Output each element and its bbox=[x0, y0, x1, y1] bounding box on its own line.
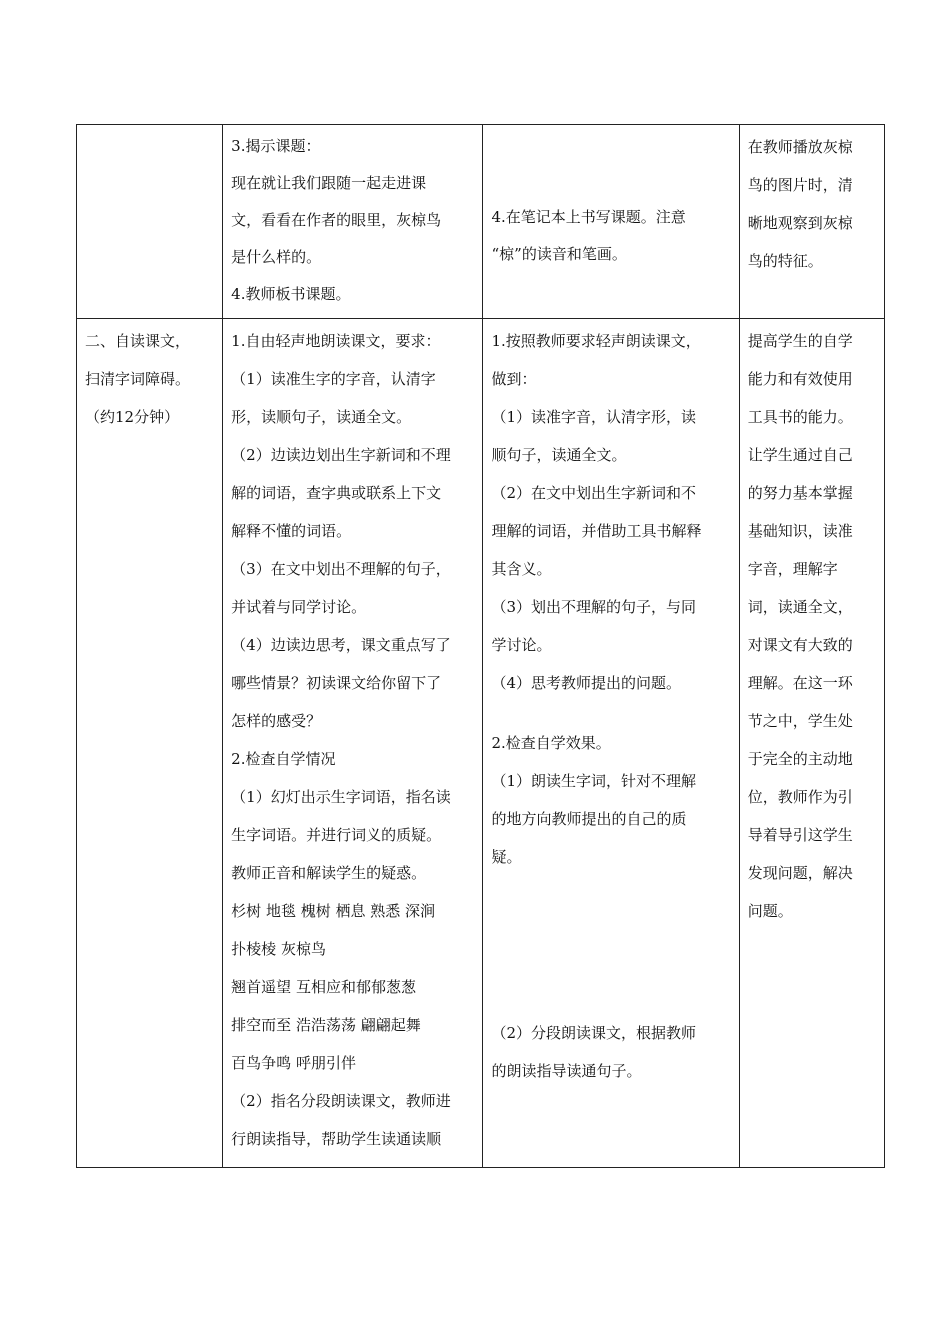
text-line: 能力和有效使用 bbox=[747, 370, 853, 388]
text-line: 形，读顺句子，读通全文。 bbox=[231, 408, 412, 426]
teacher-activity-cell bbox=[223, 319, 483, 1168]
stage-cell bbox=[77, 319, 223, 1168]
text-line: 文，看看在作者的眼里，灰椋鸟 bbox=[231, 211, 442, 229]
table-row bbox=[77, 319, 885, 1168]
text-line: 二、自读课文， bbox=[85, 332, 191, 350]
text-line: 1.自由轻声地朗读课文，要求： bbox=[231, 332, 441, 350]
text-line: 的地方向教师提出的自己的质 bbox=[491, 810, 687, 828]
table-row bbox=[77, 125, 885, 319]
text-line: 百鸟争鸣 呼朋引伴 bbox=[231, 1054, 356, 1072]
text-line: 词，读通全文， bbox=[747, 598, 853, 616]
text-line: 怎样的感受？ bbox=[231, 712, 322, 730]
text-line: （2）分段朗读课文，根据教师 bbox=[491, 1024, 697, 1042]
text-line: 2.检查自学情况 bbox=[231, 750, 336, 768]
design-intent-cell bbox=[739, 125, 884, 319]
text-line: 2.检查自学效果。 bbox=[491, 734, 611, 752]
text-line: 于完全的主动地 bbox=[747, 750, 853, 768]
text-line: 3.揭示课题： bbox=[231, 137, 321, 155]
text-line: 教师正音和解读学生的疑惑。 bbox=[231, 864, 427, 882]
student-activity-cell bbox=[483, 319, 739, 1168]
text-line: （3）划出不理解的句子，与同 bbox=[491, 598, 697, 616]
text-line: 字音，理解字 bbox=[747, 560, 838, 578]
design-intent-cell bbox=[739, 319, 884, 1168]
text-line: （1）幻灯出示生字词语，指名读 bbox=[231, 788, 451, 806]
text-line: 学讨论。 bbox=[491, 636, 552, 654]
text-line: 现在就让我们跟随一起走进课 bbox=[231, 174, 427, 192]
text-line: （1）读准生字的字音，认清字 bbox=[231, 370, 436, 388]
text-line: “椋”的读音和笔画。 bbox=[491, 245, 627, 263]
text-line: 基础知识，读准 bbox=[747, 522, 853, 540]
text-line: 在教师播放灰椋 bbox=[747, 138, 853, 156]
text-line: （4）边读边思考，课文重点写了 bbox=[231, 636, 451, 654]
text-line: （约12分钟） bbox=[85, 408, 180, 426]
text-line: （1）朗读生字词，针对不理解 bbox=[491, 772, 697, 790]
text-line: 并试着与同学讨论。 bbox=[231, 598, 367, 616]
text-line: 提高学生的自学 bbox=[747, 332, 853, 350]
text-line: （4）思考教师提出的问题。 bbox=[491, 674, 682, 692]
text-line: 其含义。 bbox=[491, 560, 552, 578]
text-line: 导着导引这学生 bbox=[747, 826, 853, 844]
text-line: 行朗读指导，帮助学生读通读顺 bbox=[231, 1130, 442, 1148]
text-line: 对课文有大致的 bbox=[747, 636, 853, 654]
text-line: 理解的词语，并借助工具书解释 bbox=[491, 522, 702, 540]
text-line: 排空而至 浩浩荡荡 翩翩起舞 bbox=[231, 1016, 421, 1034]
text-line: （3）在文中划出不理解的句子， bbox=[231, 560, 451, 578]
text-line: 是什么样的。 bbox=[231, 248, 322, 266]
lesson-plan-table bbox=[76, 124, 885, 1168]
text-line: 鸟的图片时，清 bbox=[747, 176, 853, 194]
text-line: 生字词语。并进行词义的质疑。 bbox=[231, 826, 442, 844]
text-line: 疑。 bbox=[491, 848, 522, 866]
text-line: （2）指名分段朗读课文，教师进 bbox=[231, 1092, 451, 1110]
text-line: 问题。 bbox=[747, 902, 793, 920]
text-line: 做到： bbox=[491, 370, 537, 388]
text-line: （2）在文中划出生字新词和不 bbox=[491, 484, 697, 502]
text-line: 1.按照教师要求轻声朗读课文， bbox=[491, 332, 701, 350]
text-line: 解的词语，查字典或联系上下文 bbox=[231, 484, 442, 502]
text-line: 扑棱棱 灰椋鸟 bbox=[231, 940, 326, 958]
text-line: 翘首遥望 互相应和郁郁葱葱 bbox=[231, 978, 416, 996]
text-line: （2）边读边划出生字新词和不理 bbox=[231, 446, 451, 464]
text-line: 哪些情景？初读课文给你留下了 bbox=[231, 674, 442, 692]
text-line: 的努力基本掌握 bbox=[747, 484, 853, 502]
text-line: 杉树 地毯 槐树 栖息 熟悉 深涧 bbox=[231, 902, 436, 920]
text-line: 节之中，学生处 bbox=[747, 712, 853, 730]
text-line: 位，教师作为引 bbox=[747, 788, 853, 806]
text-line: 发现问题，解决 bbox=[747, 864, 853, 882]
text-line: 解释不懂的词语。 bbox=[231, 522, 352, 540]
text-line: 4.在笔记本上书写课题。注意 bbox=[491, 208, 686, 226]
text-line: 顺句子，读通全文。 bbox=[491, 446, 627, 464]
stage-cell bbox=[77, 125, 223, 319]
text-line: 工具书的能力。 bbox=[747, 408, 853, 426]
text-line: 4.教师板书课题。 bbox=[231, 285, 351, 303]
text-line: 鸟的特征。 bbox=[747, 252, 823, 270]
text-line: 让学生通过自己 bbox=[747, 446, 853, 464]
text-line: 扫清字词障碍。 bbox=[85, 370, 191, 388]
text-line: （1）读准字音，认清字形，读 bbox=[491, 408, 697, 426]
teacher-activity-cell bbox=[223, 125, 483, 319]
text-line: 理解。在这一环 bbox=[747, 674, 853, 692]
text-line: 晰地观察到灰椋 bbox=[747, 214, 853, 232]
student-activity-cell bbox=[483, 125, 739, 319]
text-line: 的朗读指导读通句子。 bbox=[491, 1062, 642, 1080]
